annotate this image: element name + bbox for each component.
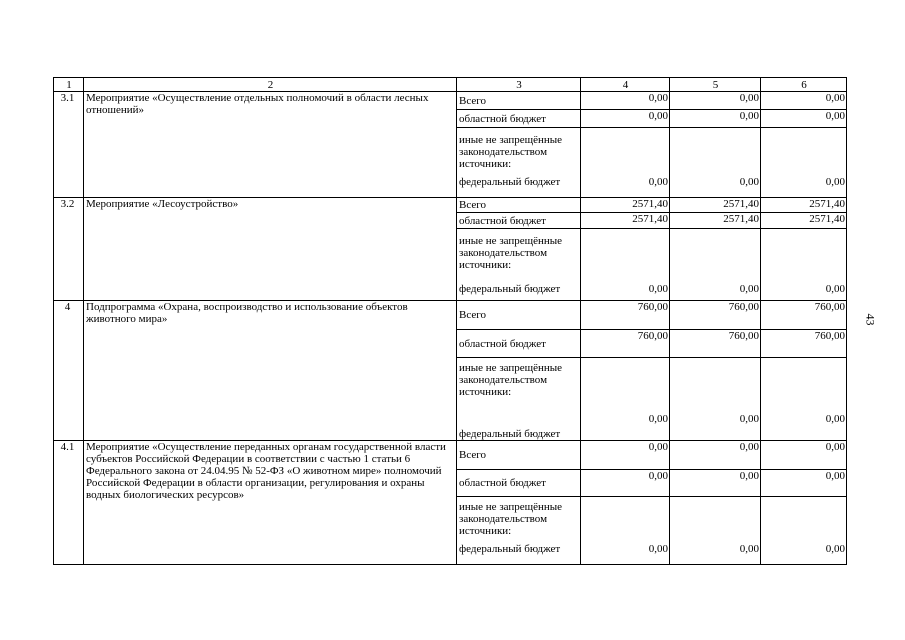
- value-cell: 0,00: [761, 279, 847, 301]
- header-cell: 3: [457, 78, 581, 92]
- value-cell-empty: [670, 358, 761, 413]
- table-row: [54, 92, 847, 110]
- value-cell: 760,00: [670, 301, 761, 330]
- page-number: 43: [863, 313, 878, 326]
- header-cell: 1: [54, 78, 84, 92]
- value-cell: 0,00: [670, 176, 761, 198]
- source-label: иные не запрещённые законодательством источники:: [457, 229, 581, 279]
- value-cell: 2571,40: [581, 213, 670, 229]
- value-cell: 2571,40: [670, 198, 761, 213]
- value-cell: 2571,40: [670, 213, 761, 229]
- budget-table: [53, 77, 847, 565]
- value-cell: 760,00: [761, 330, 847, 358]
- source-label: областной бюджет: [457, 213, 581, 229]
- header-cell: 6: [761, 78, 847, 92]
- source-label: иные не запрещённые законодательством источники:: [457, 497, 581, 543]
- value-cell: 0,00: [581, 441, 670, 470]
- value-cell-empty: [581, 229, 670, 279]
- source-label: областной бюджет: [457, 330, 581, 358]
- value-cell: 760,00: [761, 301, 847, 330]
- source-label: федеральный бюджет: [457, 176, 581, 198]
- value-cell-empty: [761, 229, 847, 279]
- source-label: иные не запрещённые законодательством источники:: [457, 358, 581, 413]
- header-cell: 2: [84, 78, 457, 92]
- row-number: 4.1: [54, 441, 84, 565]
- row-number: 3.2: [54, 198, 84, 301]
- value-cell-empty: [761, 497, 847, 543]
- row-number: 3.1: [54, 92, 84, 198]
- value-cell: 2571,40: [581, 198, 670, 213]
- value-cell: 0,00: [761, 92, 847, 110]
- source-label: Всего: [457, 441, 581, 470]
- value-cell: 0,00: [670, 279, 761, 301]
- table-row: [54, 441, 847, 470]
- value-cell-empty: [761, 128, 847, 176]
- source-label: федеральный бюджет: [457, 279, 581, 301]
- row-number: 4: [54, 301, 84, 441]
- source-label: Всего: [457, 198, 581, 213]
- row-name: Подпрограмма «Охрана, воспроизводство и использование объектов животного мира»: [84, 301, 457, 441]
- header-cell: 5: [670, 78, 761, 92]
- value-cell-empty: [670, 128, 761, 176]
- source-label: Всего: [457, 301, 581, 330]
- value-cell: 0,00: [670, 110, 761, 128]
- value-cell: 0,00: [581, 413, 670, 441]
- value-cell-empty: [670, 229, 761, 279]
- value-cell: 0,00: [581, 110, 670, 128]
- source-label: федеральный бюджет: [457, 413, 581, 441]
- table-row: [54, 301, 847, 330]
- source-label: областной бюджет: [457, 470, 581, 497]
- value-cell: 0,00: [761, 176, 847, 198]
- value-cell: 760,00: [670, 330, 761, 358]
- value-cell: 0,00: [670, 441, 761, 470]
- value-cell-empty: [581, 497, 670, 543]
- value-cell: 0,00: [670, 543, 761, 565]
- value-cell: 0,00: [581, 92, 670, 110]
- value-cell: 0,00: [670, 413, 761, 441]
- value-cell: 0,00: [761, 413, 847, 441]
- value-cell-empty: [581, 358, 670, 413]
- source-label: иные не запрещённые законодательством источники:: [457, 128, 581, 176]
- header-cell: 4: [581, 78, 670, 92]
- value-cell: 0,00: [670, 470, 761, 497]
- value-cell: 0,00: [581, 279, 670, 301]
- value-cell: 0,00: [761, 543, 847, 565]
- value-cell: 760,00: [581, 330, 670, 358]
- source-label: областной бюджет: [457, 110, 581, 128]
- table-row: [54, 198, 847, 213]
- value-cell: 0,00: [581, 470, 670, 497]
- value-cell-empty: [670, 497, 761, 543]
- value-cell: 0,00: [670, 92, 761, 110]
- value-cell: 0,00: [581, 543, 670, 565]
- source-label: Всего: [457, 92, 581, 110]
- value-cell-empty: [761, 358, 847, 413]
- value-cell: 0,00: [761, 441, 847, 470]
- value-cell: 0,00: [761, 110, 847, 128]
- value-cell: 760,00: [581, 301, 670, 330]
- value-cell: 2571,40: [761, 213, 847, 229]
- row-name: Мероприятие «Лесоустройство»: [84, 198, 457, 301]
- source-label: федеральный бюджет: [457, 543, 581, 565]
- value-cell: 0,00: [761, 470, 847, 497]
- row-name: Мероприятие «Осуществление переданных органам государственной власти субъектов Российской Федерации в соответствии с частью 1 статьи 6 Федерального закона от 24.04.95 № 52-ФЗ «О животном мире» полномочий Российской Федерации в области организации, регулирования и охраны водных биологических ресурсов»: [84, 441, 457, 565]
- header-row: [54, 78, 847, 92]
- row-name: Мероприятие «Осуществление отдельных полномочий в области лесных отношений»: [84, 92, 457, 198]
- value-cell: 2571,40: [761, 198, 847, 213]
- value-cell: 0,00: [581, 176, 670, 198]
- value-cell-empty: [581, 128, 670, 176]
